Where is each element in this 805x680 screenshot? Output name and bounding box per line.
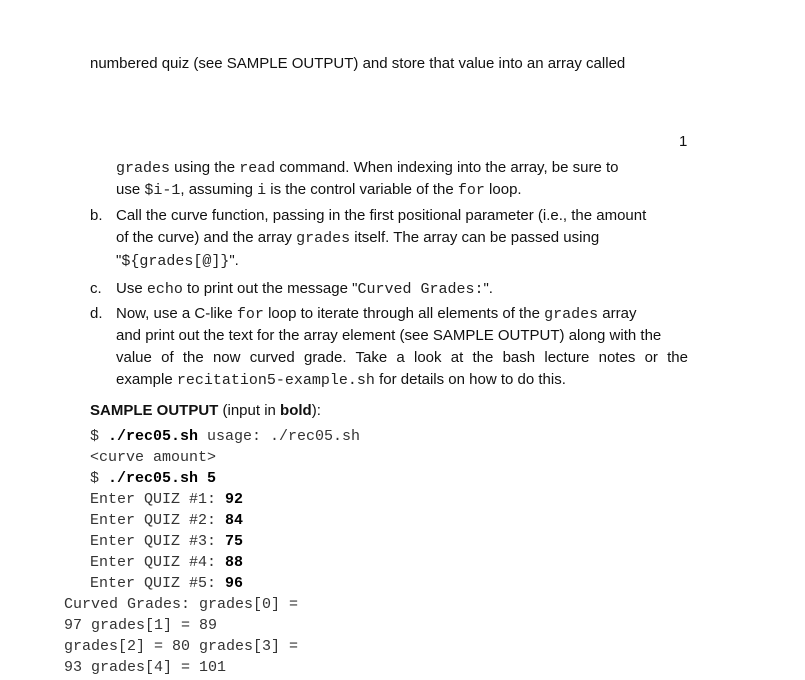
item-d-line-4 (116, 369, 566, 392)
inline-code: recitation5-example.sh (176, 372, 375, 389)
item-d-line-3: value of the now curved grade. Take a look at the bash lecture notes or the (116, 349, 688, 366)
quiz-line (90, 573, 243, 594)
item-d-line-2: and print out the text for the array element (see SAMPLE OUTPUT) along with the (116, 327, 662, 344)
quiz-input: 84 (225, 512, 244, 529)
text: ): (311, 402, 321, 419)
prompt: $ (90, 470, 109, 487)
quiz-input: 88 (225, 554, 244, 571)
curved-output-line: 93 grades[4] = 101 (64, 659, 227, 676)
text: ". (483, 280, 493, 297)
user-input: ./rec05.sh 5 (108, 470, 217, 487)
prompt: $ (90, 428, 109, 445)
curved-output-line: 97 grades[1] = 89 (64, 617, 218, 634)
text: ". (229, 252, 239, 269)
quiz-input: 92 (225, 491, 244, 508)
curved-output-line: grades[2] = 80 grades[3] = (64, 638, 299, 655)
output-text: usage: ./rec05.sh (198, 428, 361, 445)
item-b-line-3 (116, 250, 239, 273)
quiz-prompt: Enter QUIZ #3: (90, 533, 226, 550)
quiz-line (90, 552, 243, 573)
quiz-prompt: Enter QUIZ #5: (90, 575, 226, 592)
output-line: <curve amount> (90, 449, 217, 466)
item-c-marker: c. (90, 280, 102, 297)
text: array (598, 305, 637, 322)
text: using the (170, 159, 240, 176)
output-line (90, 426, 360, 447)
text: to print out the message " (182, 280, 358, 297)
text: (input in (218, 402, 281, 419)
item-b-line-1: Call the curve function, passing in the first positional parameter (i.e., the amount (116, 207, 647, 224)
text: for details on how to do this. (374, 371, 566, 388)
text: , assuming (180, 181, 258, 198)
inline-code: $i-1 (144, 182, 181, 199)
text: itself. The array can be passed using (350, 229, 600, 246)
heading-bold: bold (280, 402, 312, 419)
text: of the curve) and the array (116, 229, 297, 246)
output-line (90, 468, 216, 489)
quiz-line (90, 489, 243, 510)
item-b-marker: b. (90, 207, 103, 224)
user-input: ./rec05.sh (108, 428, 199, 445)
item-b-line-2 (116, 227, 599, 250)
inline-code: read (239, 160, 276, 177)
inline-code: for (236, 306, 264, 323)
quiz-input: 96 (225, 575, 244, 592)
curved-output-line: Curved Grades: grades[0] = (64, 596, 299, 613)
text: is the control variable of the (266, 181, 458, 198)
text: loop to iterate through all elements of the (263, 305, 545, 322)
quiz-line (90, 510, 243, 531)
text: use (116, 181, 145, 198)
inline-code: i (257, 182, 267, 199)
inline-code: grades (296, 230, 351, 247)
text: Now, use a C-like (116, 305, 237, 322)
text: " (116, 252, 122, 269)
text: command. When indexing into the array, be sure to (275, 159, 619, 176)
inline-code: echo (146, 281, 183, 298)
quiz-line (90, 531, 243, 552)
sample-output-heading (90, 400, 321, 422)
quiz-input: 75 (225, 533, 244, 550)
item-a-line-2 (116, 179, 522, 202)
item-d-line-1 (116, 303, 636, 326)
item-c-line (116, 278, 493, 301)
top-line: numbered quiz (see SAMPLE OUTPUT) and store that value into an array called (90, 55, 626, 72)
inline-code: grades (544, 306, 599, 323)
page-number: 1 (679, 133, 688, 150)
quiz-prompt: Enter QUIZ #1: (90, 491, 226, 508)
text: example (116, 371, 177, 388)
text: loop. (484, 181, 522, 198)
inline-code: for (457, 182, 485, 199)
heading-bold: SAMPLE OUTPUT (90, 402, 219, 419)
text: Use (116, 280, 147, 297)
inline-code: ${grades[@]} (121, 253, 230, 270)
item-d-marker: d. (90, 305, 103, 322)
inline-code: Curved Grades: (357, 281, 484, 298)
quiz-prompt: Enter QUIZ #2: (90, 512, 226, 529)
inline-code: grades (116, 160, 171, 177)
item-a-line-1 (116, 157, 619, 180)
quiz-prompt: Enter QUIZ #4: (90, 554, 226, 571)
